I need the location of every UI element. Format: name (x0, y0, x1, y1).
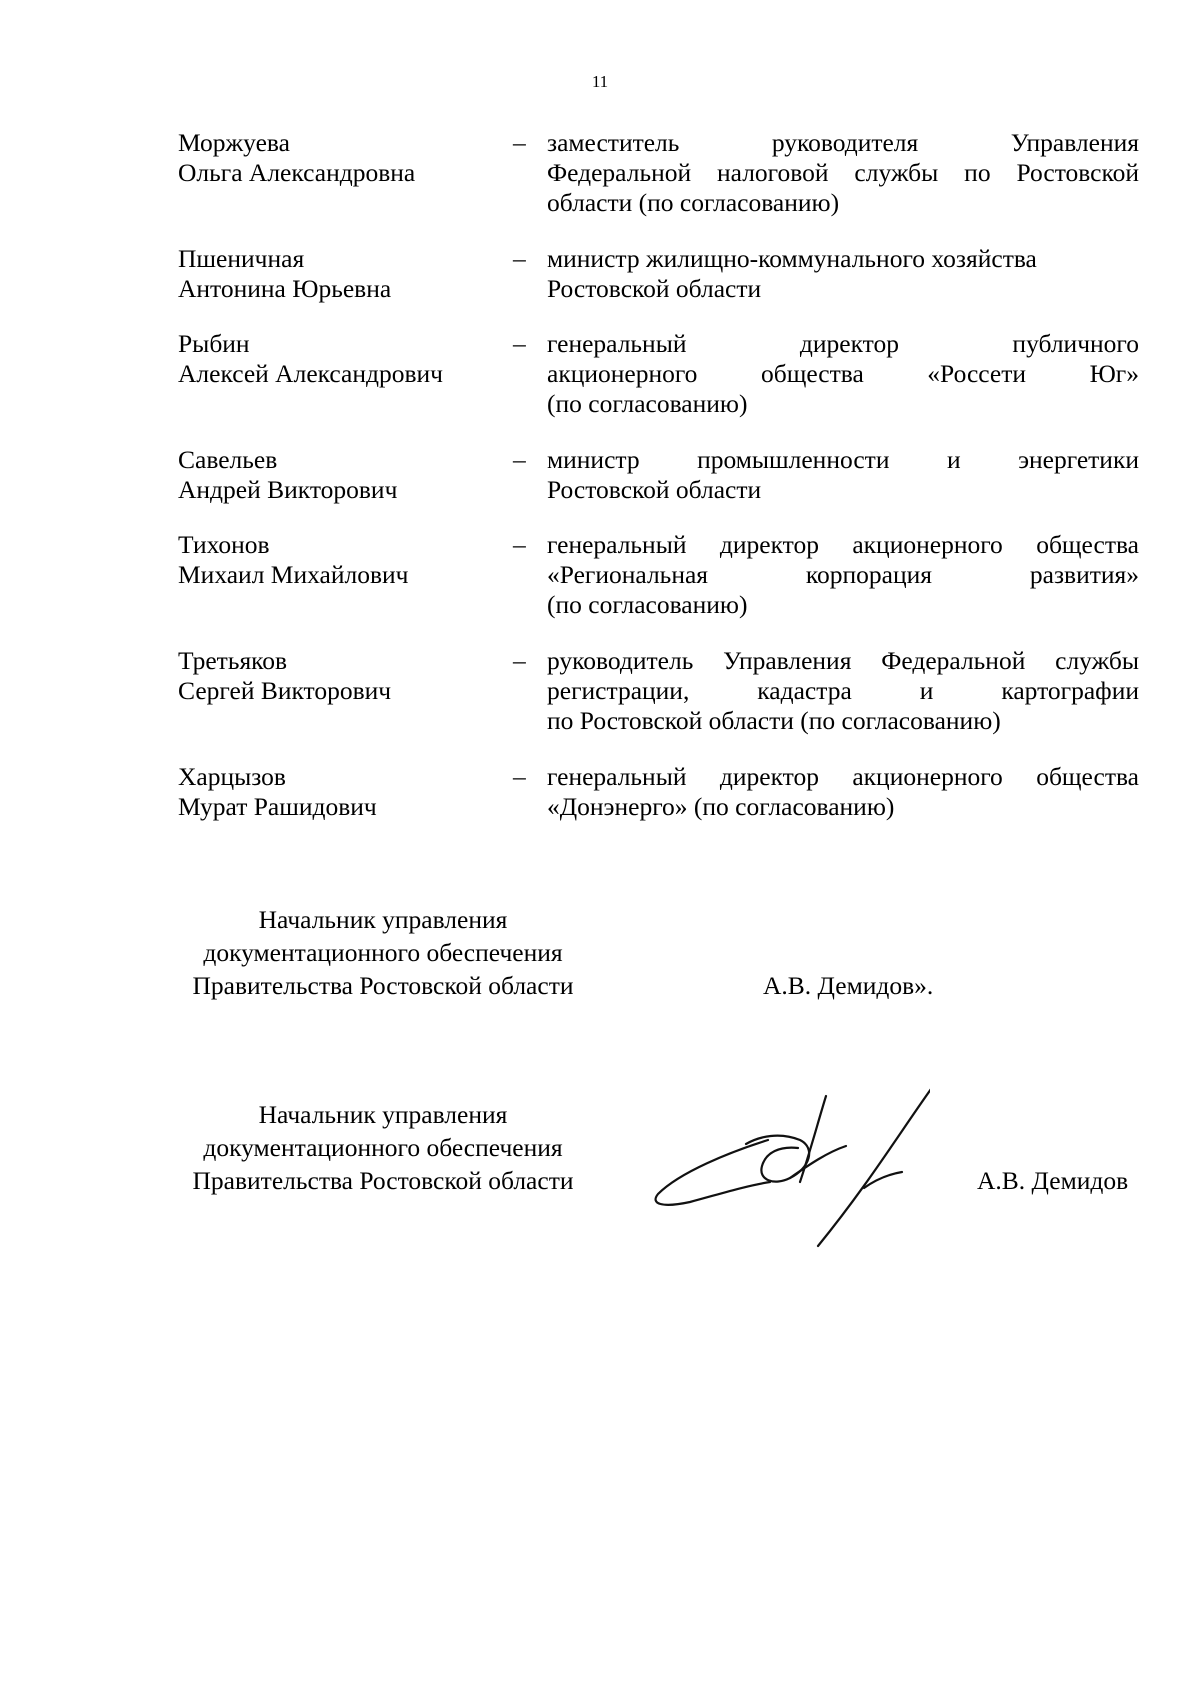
member-role (547, 646, 1139, 736)
member-name (178, 646, 508, 706)
member-surname: Тихонов (178, 530, 270, 559)
role-line: Федеральной налоговой службы по Ростовской (547, 158, 1139, 187)
member-dash: – (513, 530, 526, 559)
member-surname: Третьяков (178, 646, 288, 675)
member-dash: – (513, 128, 526, 157)
member-name (178, 445, 508, 505)
member-role (547, 244, 1139, 304)
member-name (178, 762, 508, 822)
position-line: документационного обеспечения (203, 938, 563, 967)
member-role (547, 329, 1139, 419)
position-line: Правительства Ростовской области (192, 1166, 574, 1195)
member-name (178, 128, 508, 188)
member-dash: – (513, 329, 526, 358)
role-line: министр жилищно-коммунального хозяйства (547, 244, 1037, 273)
member-surname: Рыбин (178, 329, 250, 358)
role-line: (по согласованию) (547, 389, 748, 418)
member-role (547, 445, 1139, 505)
member-surname: Савельев (178, 445, 278, 474)
role-line: «Донэнерго» (по согласованию) (547, 792, 895, 821)
position-line: Начальник управления (258, 905, 508, 934)
member-role (547, 530, 1139, 620)
role-line: (по согласованию) (547, 590, 748, 619)
role-line: акционерного общества «Россети Юг» (547, 359, 1139, 388)
member-name (178, 530, 508, 590)
role-line: регистрации, кадастра и картографии (547, 676, 1139, 705)
member-surname: Моржуева (178, 128, 290, 157)
member-role (547, 128, 1139, 218)
role-line: «Региональная корпорация развития» (547, 560, 1139, 589)
signature-position (158, 1098, 608, 1197)
closing-position (158, 903, 608, 1002)
role-line: министр промышленности и энергетики (547, 445, 1139, 474)
member-surname: Харцызов (178, 762, 286, 791)
member-dash: – (513, 646, 526, 675)
member-dash: – (513, 762, 526, 791)
position-line: Правительства Ростовской области (192, 971, 574, 1000)
role-line: заместитель руководителя Управления (547, 128, 1139, 157)
member-given-names: Андрей Викторович (178, 475, 398, 504)
role-line: Ростовской области (547, 475, 762, 504)
page-number: 11 (591, 72, 609, 91)
member-given-names: Антонина Юрьевна (178, 274, 392, 303)
member-given-names: Алексей Александрович (178, 359, 443, 388)
member-name (178, 244, 508, 304)
member-dash: – (513, 445, 526, 474)
closing-signatory-name: А.В. Демидов». (763, 971, 934, 1000)
member-role (547, 762, 1139, 822)
member-name (178, 329, 508, 389)
position-line: Начальник управления (258, 1100, 508, 1129)
role-line: области (по согласованию) (547, 188, 840, 217)
member-given-names: Ольга Александровна (178, 158, 416, 187)
handwritten-signature (650, 1082, 930, 1252)
role-line: генеральный директор акционерного общества (547, 530, 1139, 559)
member-given-names: Михаил Михайлович (178, 560, 409, 589)
member-surname: Пшеничная (178, 244, 305, 273)
member-dash: – (513, 244, 526, 273)
position-line: документационного обеспечения (203, 1133, 563, 1162)
role-line: генеральный директор публичного (547, 329, 1139, 358)
signatory-name: А.В. Демидов (977, 1166, 1129, 1195)
member-given-names: Сергей Викторович (178, 676, 392, 705)
role-line: генеральный директор акционерного общества (547, 762, 1139, 791)
role-line: Ростовской области (547, 274, 762, 303)
role-line: руководитель Управления Федеральной службы (547, 646, 1139, 675)
role-line: по Ростовской области (по согласованию) (547, 706, 1001, 735)
member-given-names: Мурат Рашидович (178, 792, 377, 821)
